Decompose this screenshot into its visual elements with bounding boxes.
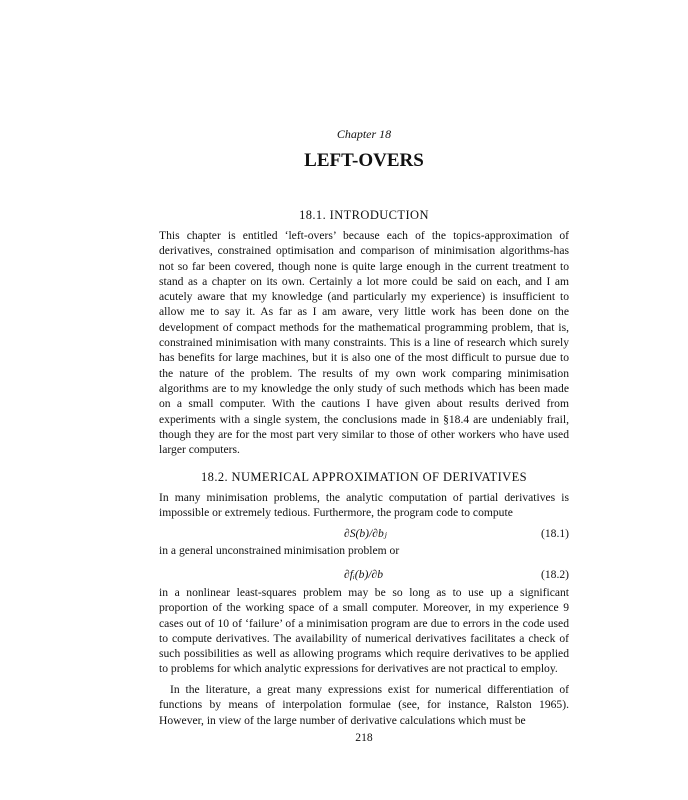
equation-expression: ∂S(b)/∂bⱼ bbox=[344, 527, 387, 540]
equation-number: (18.1) bbox=[540, 527, 569, 540]
derivatives-final-paragraph: In the literature, a great many expressions exist for numerical differentiation of functions by means of interpolation formulae (see, for instance, Ralston 1965). However, in view of the large number of derivative calculations which must be bbox=[159, 683, 569, 727]
equation-number: (18.2) bbox=[540, 568, 569, 581]
chapter-title: LEFT-OVERS bbox=[304, 150, 424, 171]
page-number: 218 bbox=[355, 731, 373, 744]
derivatives-mid-paragraph: in a general unconstrained minimisation problem or bbox=[159, 544, 400, 557]
introduction-paragraph: This chapter is entitled ‘left-overs’ because each of the topics-approximation of derivatives, constrained optimisation and comparison of minimisation algorithms-has not so far been covered, though none is quite large enough in the current treatment to stand as a chapter on its own. Certainly a lot more could be said on each, and I am acutely aware that my knowledge (and particularly my experience) is insufficient to allow me to say it. As far as I am aware, very little work has been done on the development of compact methods for the mathematical programming problem, that is, constrained minimisation with many constraints. This is a line of research which surely has benefits for large machines, but it is also one of the most difficult to pursue due to the nature of the problem. The results of my own work comparing minimisation algorithms are to my knowledge the only study of such methods which has been made on a small computer. With the cautions I have given about results derived from experiments with a single system, the conclusions made in §18.4 are undeniably frail, though they are for the most part very similar to those of other workers who have used larger computers. bbox=[159, 229, 569, 457]
chapter-label: Chapter 18 bbox=[336, 127, 392, 141]
derivatives-main-paragraph: in a nonlinear least-squares problem may be so long as to use up a significant proportion of the working space of a small computer. Moreover, in my experience 9 cases out of 10 of ‘failure’ of a minimisation program are due to errors in the code used to compute derivatives. The availability of numerical derivatives facilitates a check of such possibilities as well as allowing programs which require derivatives to be applied to problems for which analytic expressions for derivatives are not practical to employ. bbox=[159, 586, 569, 676]
section-heading-numerical-approximation: 18.2. NUMERICAL APPROXIMATION OF DERIVATIVES bbox=[201, 470, 527, 484]
equation-expression: ∂fᵢ(b)/∂b bbox=[344, 568, 384, 581]
derivatives-intro-paragraph: In many minimisation problems, the analytic computation of partial derivatives is impossible or extremely tedious. Furthermore, the program code to compute bbox=[159, 491, 569, 520]
section-heading-introduction: 18.1. INTRODUCTION bbox=[299, 208, 429, 222]
